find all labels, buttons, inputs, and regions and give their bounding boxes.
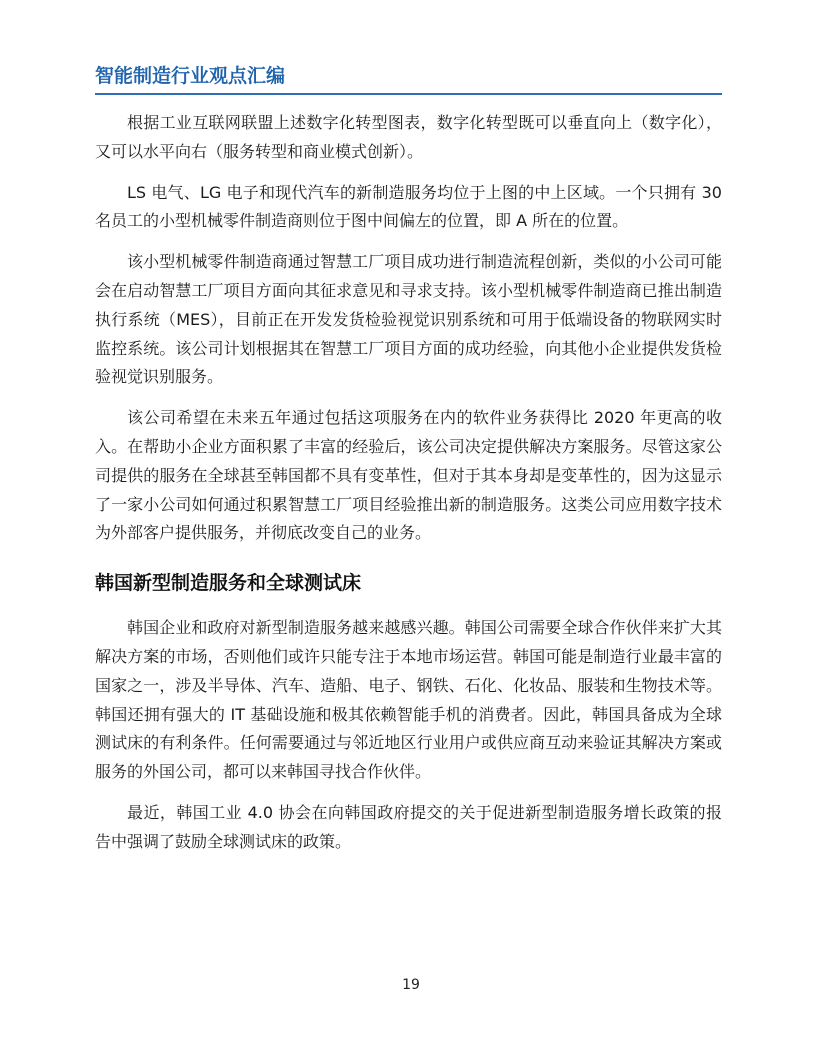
- section-paragraph: 最近，韩国工业 4.0 协会在向韩国政府提交的关于促进新型制造服务增长政策的报告中强调了鼓励全球测试床的政策。: [95, 802, 722, 851]
- body-paragraph: 根据工业互联网联盟上述数字化转型图表，数字化转型既可以垂直向上（数字化），又可以水平向右（服务转型和商业模式创新）。: [95, 113, 722, 161]
- body-paragraph: 该小型机械零件制造商通过智慧工厂项目成功进行制造流程创新，类似的小公司可能会在启动智慧工厂项目方面向其征求意见和寻求支持。该小型机械零件制造商已推出制造执行系统（MES），目前正在开发发货检验视觉识别系统和可用于低端设备的物联网实时监控系统。该公司计划根据其在智慧工厂项目方面的成功经验，向其他小企业提供发货检验视觉识别服务。: [95, 252, 722, 387]
- page-number: 19: [402, 977, 420, 993]
- body-paragraph: 该公司希望在未来五年通过包括这项服务在内的软件业务获得比 2020 年更高的收入。在帮助小企业方面积累了丰富的经验后，该公司决定提供解决方案服务。尽管这家公司提供的服务在全球甚至韩国都不具有变革性，但对于其本身却是变革性的，因为这显示了一家小公司如何通过积累智慧工厂项目经验推出新的制造服务。这类公司应用数字技术为外部客户提供服务，并彻底改变自己的业务。: [95, 408, 722, 543]
- body-text: [95, 109, 722, 869]
- running-header-title: 智能制造行业观点汇编: [95, 65, 286, 87]
- body-paragraph: LS 电气、LG 电子和现代汽车的新制造服务均位于上图的中上区域。一个只拥有 30 名员工的小型机械零件制造商则位于图中间偏左的位置，即 A 所在的位置。: [95, 182, 722, 231]
- section-heading: 韩国新型制造服务和全球测试床: [95, 572, 362, 595]
- header-rule: [95, 93, 722, 95]
- section-paragraph: 韩国企业和政府对新型制造服务越来越感兴趣。韩国公司需要全球合作伙伴来扩大其解决方案的市场，否则他们或许只能专注于本地市场运营。韩国可能是制造行业最丰富的国家之一，涉及半导体、汽车、造船、电子、钢铁、石化、化妆品、服装和生物技术等。韩国还拥有强大的 IT 基础设施和极其依赖智能手机的消费者。因此，韩国具备成为全球测试床的有利条件。任何需要通过与邻近地区行业用户或供应商互动来验证其解决方案或服务的外国公司，都可以来韩国寻找合作伙伴。: [95, 618, 722, 782]
